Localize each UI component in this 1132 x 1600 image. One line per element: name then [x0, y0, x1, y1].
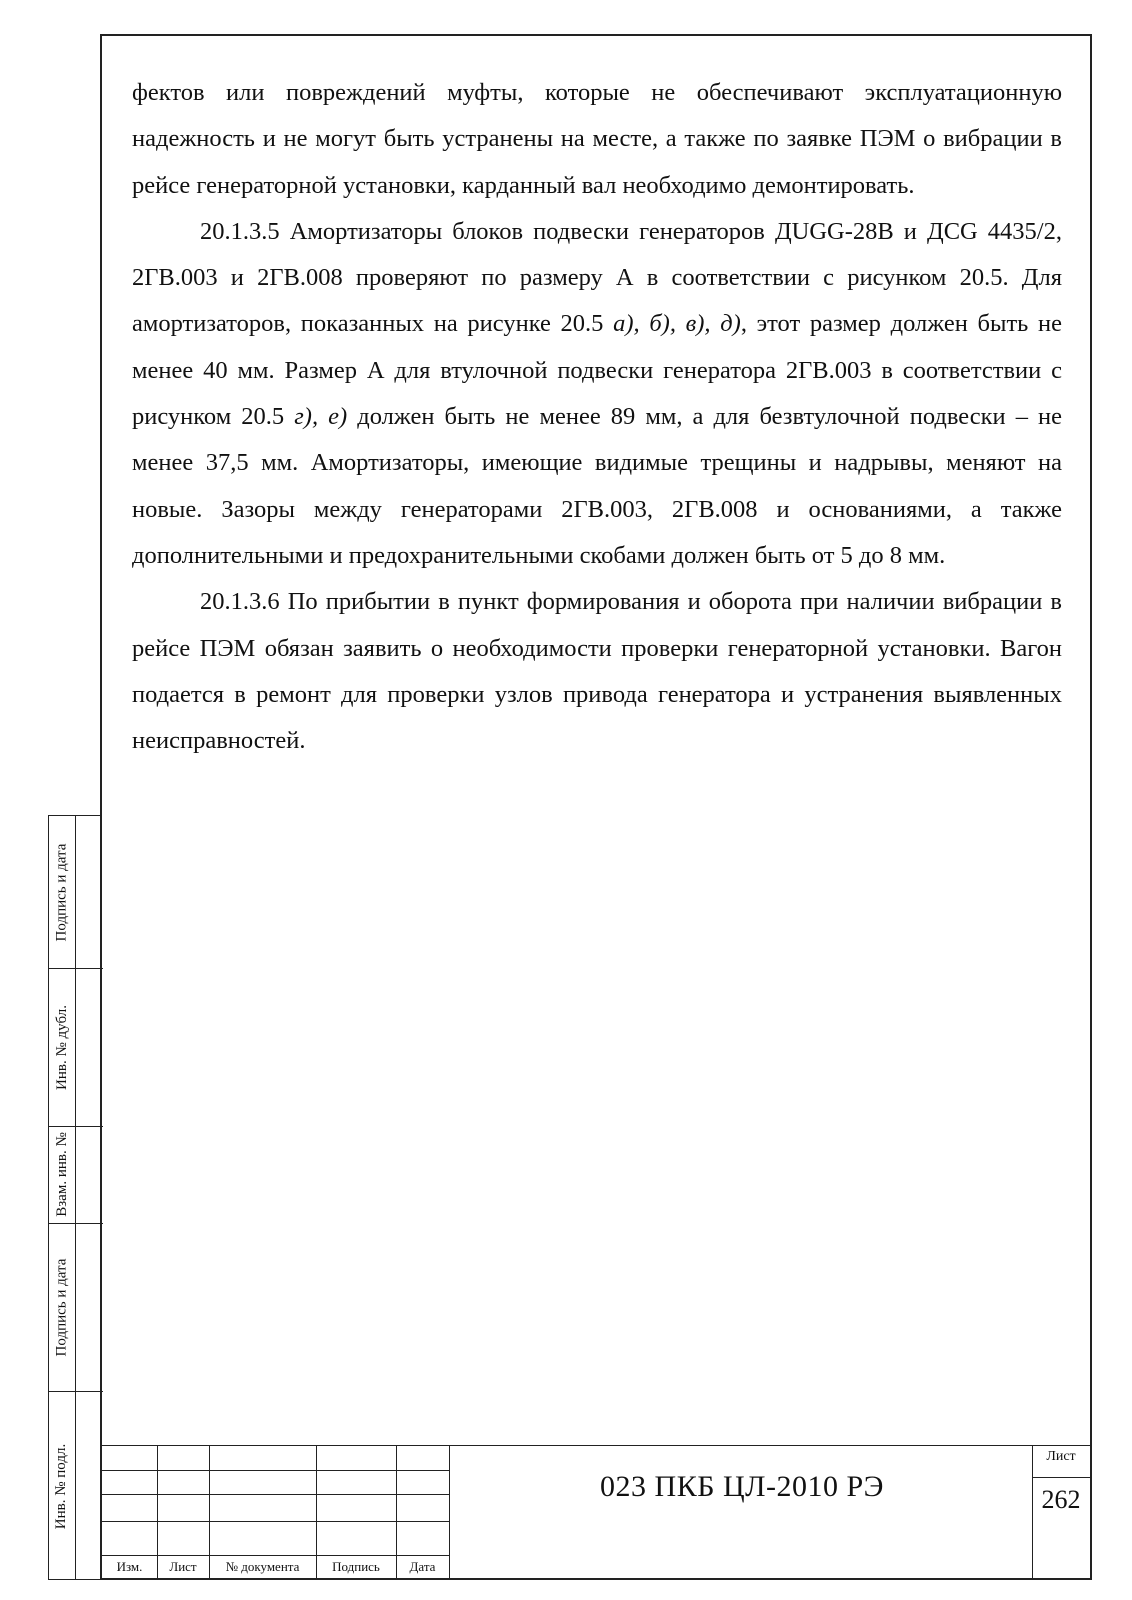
sheet-number: 262 — [1041, 1485, 1081, 1514]
side-label-signature-date: Подпись и дата — [53, 843, 70, 941]
sheet-label: Лист — [1046, 1449, 1076, 1464]
col-caption-document: № документа — [225, 1559, 300, 1574]
figure-ref-italic: а), б), в), д) — [613, 310, 741, 338]
paragraph-20-1-3-5 — [132, 209, 1062, 579]
side-label-signature-date-2: Подпись и дата — [53, 1258, 70, 1356]
col-caption-date: Дата — [409, 1559, 436, 1574]
col-caption-signature: Подпись — [332, 1559, 380, 1574]
figure-ref-italic: г), е) — [294, 403, 348, 431]
title-block-top-rule — [102, 1445, 1090, 1446]
paragraph-1: фектов или повреждений муфты, которые не обеспечивают эксплуатационную надежность и не могут быть устранены на месте, а также по заявке ПЭМ о вибрации в рейсе генераторной установки, карданный вал необходимо демонтировать. — [132, 79, 1062, 199]
side-stamp — [48, 815, 102, 1580]
col-caption-change: Изм. — [116, 1559, 143, 1574]
side-stamp-divider — [75, 816, 76, 1579]
side-label-original-inv: Инв. № подл. — [53, 1443, 70, 1529]
grid-col — [449, 1445, 450, 1579]
side-label-replacement-inv: Взам. инв. № — [53, 1132, 70, 1217]
col-caption-sheet: Лист — [169, 1559, 197, 1574]
paragraph-text: 20.1.3.5 Амортизаторы блоков подвески генераторов ДUGG-28В и ДСG 4435/2, 2ГВ.003 и 2ГВ.008 проверяют по размеру А в соответствии с рисунком 20.5. Для амортизаторов, показанных на рисунке 20.5 — [132, 217, 1062, 338]
paragraph-20-1-3-6: 20.1.3.6 По прибытии в пункт формирования и оборота при наличии вибрации в рейсе ПЭМ обязан заявить о необходимости проверки генераторной установки. Вагон подается в ремонт для проверки узлов привода генератора и устранения выявленных неисправностей. — [132, 588, 1062, 755]
sheet-box-divider — [1032, 1477, 1090, 1478]
paragraph-text: , этот размер должен быть не менее 40 мм. Размер А для втулочной подвески генератора 2ГВ.003 в соответствии с рисунком 20.5 — [132, 310, 1062, 431]
title-block — [102, 1445, 1090, 1579]
side-label-duplicate-inv: Инв. № дубл. — [53, 1004, 70, 1090]
document-code: 023 ПКБ ЦЛ-2010 РЭ — [600, 1470, 884, 1503]
document-body — [132, 70, 1062, 764]
paragraph-text: должен быть не менее 89 мм, а для безвтулочной подвески – не менее 37,5 мм. Амортизаторы, имеющие видимые трещины и надрывы, меняют на новые. Зазоры между генераторами 2ГВ.003, 2ГВ.008 и основаниями, а также дополнительными и предохранительными скобами должен быть от 5 до 8 мм. — [132, 403, 1062, 569]
